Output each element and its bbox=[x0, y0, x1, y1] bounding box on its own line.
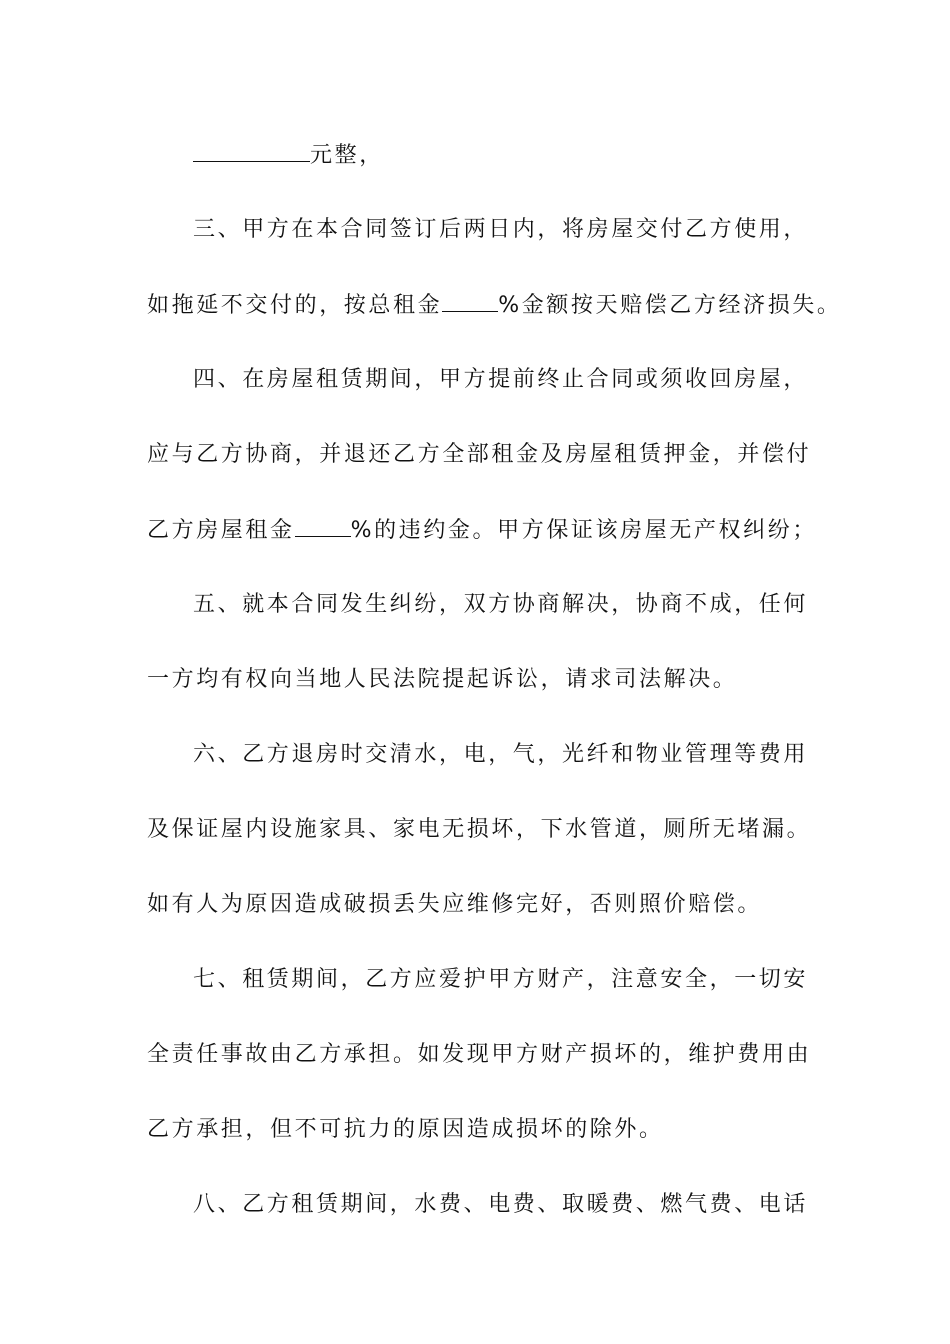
text-line-1 bbox=[193, 140, 853, 171]
text-segment: %的违约金。甲方保证该房屋无产权纠纷； bbox=[350, 518, 817, 543]
text-segment: 元整， bbox=[310, 143, 384, 168]
text-segment: 乙方房屋租金 bbox=[147, 518, 295, 543]
text-line-13: 全责任事故由乙方承担。如发现甲方财产损坏的，维护费用由 bbox=[147, 1042, 812, 1067]
text-line-7: 五、就本合同发生纠纷，双方协商解决，协商不成，任何 bbox=[193, 592, 809, 617]
text-line-15: 八、乙方租赁期间，水费、电费、取暖费、燃气费、电话 bbox=[193, 1192, 809, 1217]
text-line-4: 四、在房屋租赁期间，甲方提前终止合同或须收回房屋， bbox=[193, 367, 809, 392]
text-line-6 bbox=[147, 515, 817, 546]
text-line-8: 一方均有权向当地人民法院提起诉讼，请求司法解决。 bbox=[147, 667, 738, 692]
text-segment: %金额按天赔偿乙方经济损失。 bbox=[498, 293, 842, 318]
fill-in-blank-percent bbox=[295, 515, 351, 537]
fill-in-blank-rent-amount bbox=[193, 140, 310, 162]
text-line-14: 乙方承担，但不可抗力的原因造成损坏的除外。 bbox=[147, 1117, 664, 1142]
text-line-12: 七、租赁期间，乙方应爱护甲方财产，注意安全，一切安 bbox=[193, 967, 809, 992]
text-segment: 如拖延不交付的，按总租金 bbox=[147, 293, 443, 318]
text-line-3 bbox=[147, 290, 842, 321]
fill-in-blank-percent bbox=[442, 290, 498, 312]
text-line-11: 如有人为原因造成破损丢失应维修完好，否则照价赔偿。 bbox=[147, 892, 763, 917]
text-line-5: 应与乙方协商，并退还乙方全部租金及房屋租赁押金，并偿付 bbox=[147, 442, 812, 467]
text-line-9: 六、乙方退房时交清水，电，气，光纤和物业管理等费用 bbox=[193, 742, 809, 767]
text-line-2: 三、甲方在本合同签订后两日内，将房屋交付乙方使用， bbox=[193, 217, 809, 242]
text-line-10: 及保证屋内设施家具、家电无损坏，下水管道，厕所无堵漏。 bbox=[147, 817, 812, 842]
